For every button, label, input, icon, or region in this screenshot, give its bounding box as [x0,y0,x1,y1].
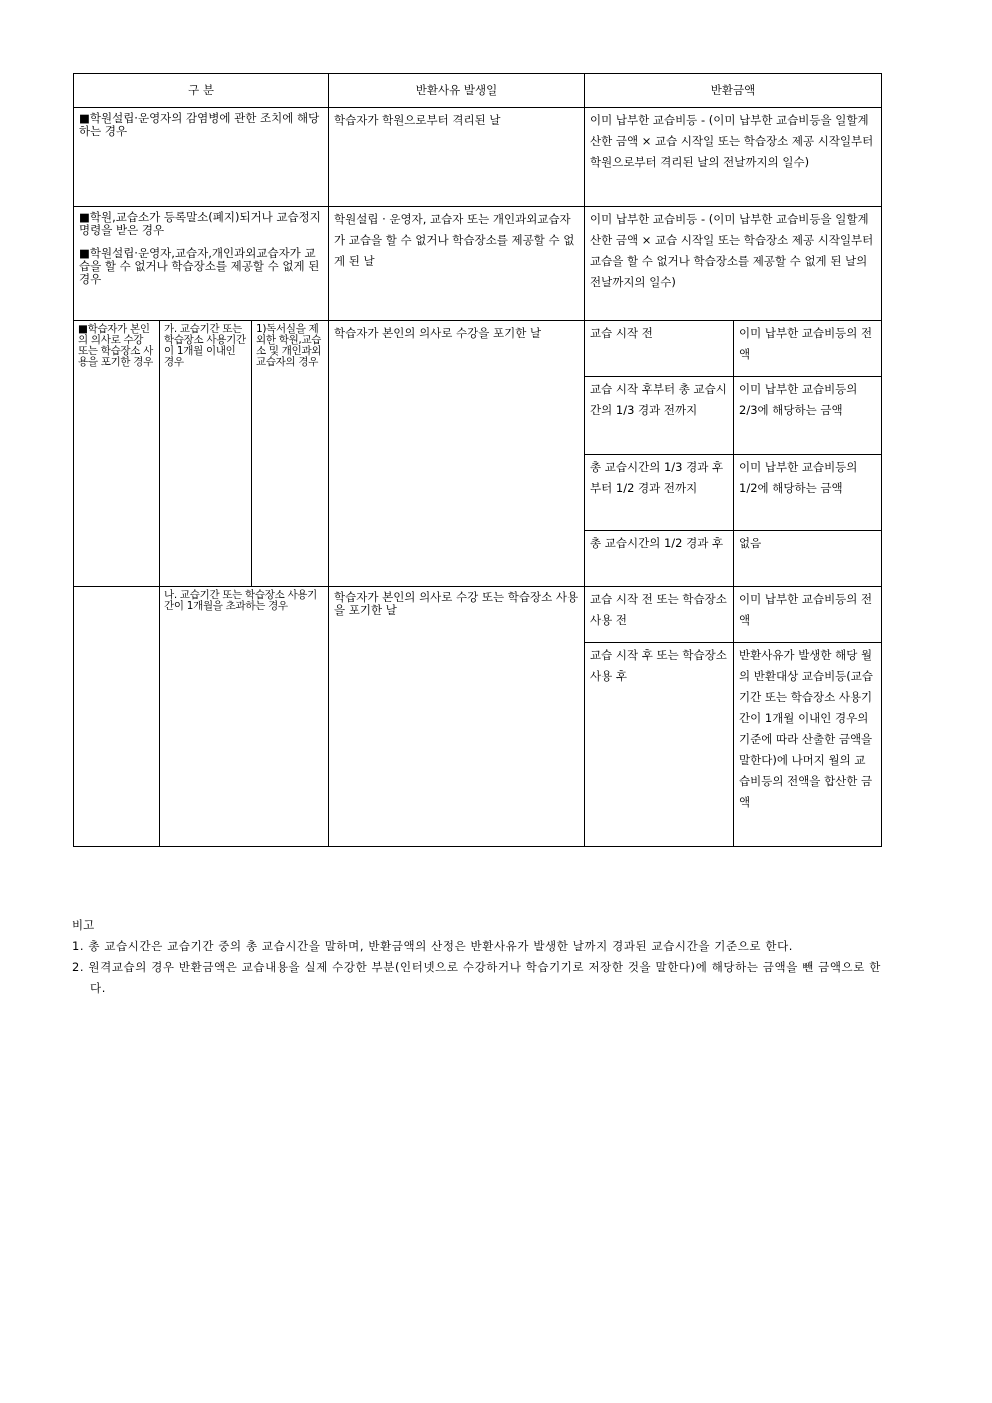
row3-cond1-when: 교습 시작 전 [590,326,653,340]
row3-cond1-refund: 이미 납부한 교습비등의 전액 [739,326,873,361]
row2-category-b: ■학원설립·운영자,교습자,개인과외교습자가 교습을 할 수 없거나 학습장소를 제공할 수 없게 된 경우 [79,246,320,286]
row2-date: 학원설립 · 운영자, 교습자 또는 개인과외교습자가 교습을 할 수 없거나 학습장소를 제공할 수 없게 된 날 [334,212,575,268]
row4-date: 학습자가 본인의 의사로 수강 또는 학습장소 사용을 포기한 날 [334,590,579,617]
note-item-2: 2. 원격교습의 경우 반환금액은 교습내용을 실제 수강한 부분(인터넷으로 수강하거나 학습기기로 저장한 것을 말한다)에 해당하는 금액을 뺀 금액으로 한다. [72,960,881,995]
row3-date: 학습자가 본인의 의사로 수강을 포기한 날 [334,326,542,340]
notes-title: 비고 [72,918,95,932]
row3-cond2-refund: 이미 납부한 교습비등의 2/3에 해당하는 금액 [739,382,858,417]
row4-cond1-when: 교습 시작 전 또는 학습장소 사용 전 [590,592,727,627]
row3-sub-ga: 가. 교습기간 또는 학습장소 사용기간이 1개월 이내인 경우 [164,323,246,368]
header-date: 반환사유 발생일 [415,83,498,97]
row3-sub-1: 1)독서실을 제외한 학원,교습소 및 개인과외교습자의 경우 [256,323,322,368]
row2-category-a: ■학원,교습소가 등록말소(폐지)되거나 교습정지명령을 받은 경우 [79,210,321,237]
row1-date: 학습자가 학원으로부터 격리된 날 [334,113,501,127]
row3-cond4-when: 총 교습시간의 1/2 경과 후 [590,536,724,550]
row1-amount: 이미 납부한 교습비등 - (이미 납부한 교습비등을 일할계산한 금액 × 교습 시작일 또는 학습장소 제공 시작일부터 학원으로부터 격리된 날의 전날까지의 일수) [590,113,874,169]
note-item-1: 1. 총 교습시간은 교습기간 중의 총 교습시간을 말하며, 반환금액의 산정은 반환사유가 발생한 날까지 경과된 교습시간을 기준으로 한다. [72,939,794,953]
row4-sub-na: 나. 교습기간 또는 학습장소 사용기간이 1개월을 초과하는 경우 [164,589,317,612]
header-amount: 반환금액 [710,83,756,97]
row4-cond2-when: 교습 시작 후 또는 학습장소 사용 후 [590,648,727,683]
header-category: 구 분 [188,83,214,97]
row2-amount: 이미 납부한 교습비등 - (이미 납부한 교습비등을 일할계산한 금액 × 교습 시작일 또는 학습장소 제공 시작일부터 교습을 할 수 없거나 학습장소를 제공할 수 없게 된 날의 전날까지의 일수) [590,212,874,289]
notes-section [72,915,884,999]
row3-cond3-refund: 이미 납부한 교습비등의 1/2에 해당하는 금액 [739,460,858,495]
row3-cond3-when: 총 교습시간의 1/3 경과 후부터 1/2 경과 전까지 [590,460,724,495]
row3-category: ■학습자가 본인의 의사로 수강 또는 학습장소 사용을 포기한 경우 [78,323,153,368]
row3-cond4-refund: 없음 [739,536,762,550]
row4-cond2-refund: 반환사유가 발생한 해당 월의 반환대상 교습비등(교습기간 또는 학습장소 사용기간이 1개월 이내인 경우의 기준에 따라 산출한 금액을 말한다)에 나머지 월의 교습비등의 전액을 합산한 금액 [739,648,873,809]
row3-cond2-when: 교습 시작 후부터 총 교습시간의 1/3 경과 전까지 [590,382,727,417]
row4-cond1-refund: 이미 납부한 교습비등의 전액 [739,592,873,627]
row1-category: ■학원설립·운영자의 감염병에 관한 조치에 해당하는 경우 [79,111,320,138]
